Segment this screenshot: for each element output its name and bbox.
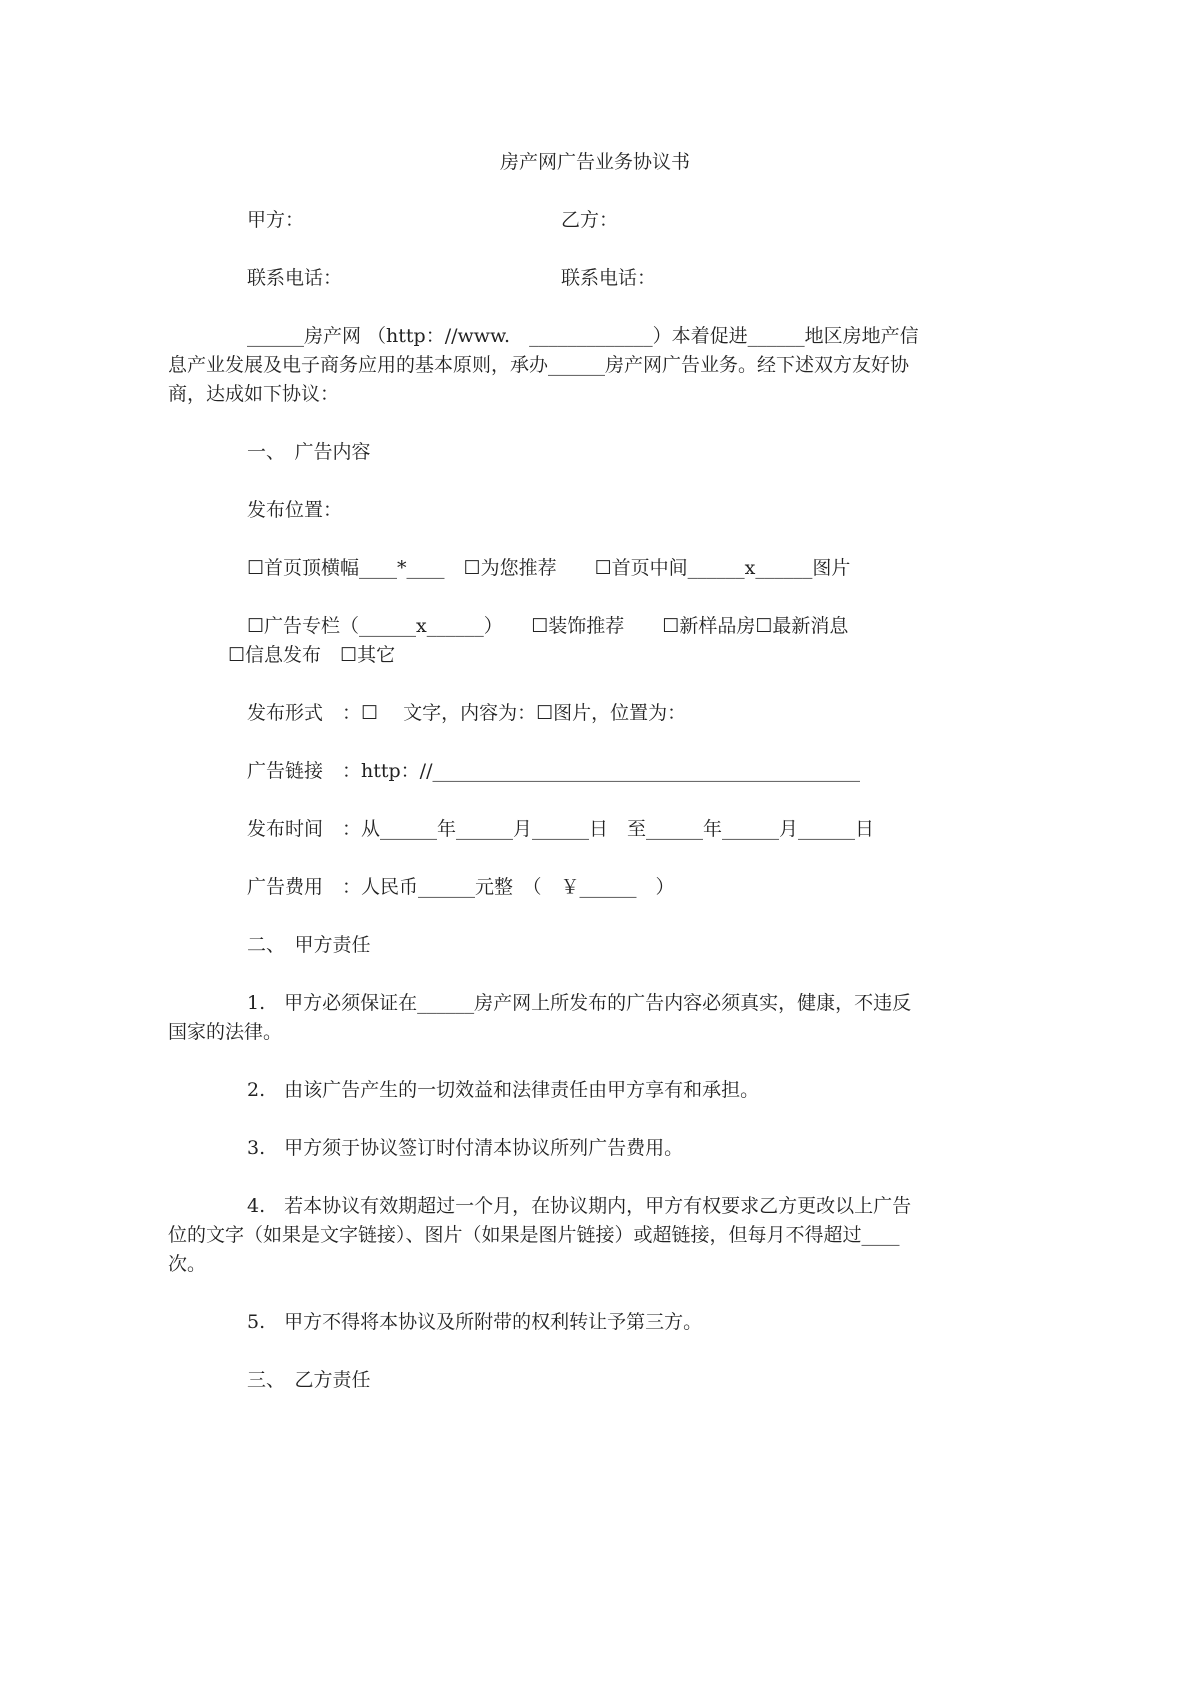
intro-line-2: 息产业发展及电子商务应用的基本原则，承办______房产网广告业务。经下述双方友好协	[168, 354, 910, 376]
party-a-item-4-line-3: 次。	[168, 1253, 207, 1275]
intro-line-3: 商，达成如下协议：	[168, 383, 340, 405]
party-a-item-4-line-1: 4. 若本协议有效期超过一个月，在协议期内，甲方有权要求乙方更改以上广告	[247, 1195, 912, 1217]
party-a-phone-label: 联系电话：	[247, 267, 343, 289]
party-a-item-3: 3. 甲方须于协议签订时付清本协议所列广告费用。	[247, 1137, 684, 1159]
section-3-heading: 三、 乙方责任	[247, 1369, 371, 1391]
party-a-item-1-line-1: 1. 甲方必须保证在______房产网上所发布的广告内容必须真实，健康，不违反	[247, 992, 912, 1014]
ad-fee-line: 广告费用 ：人民币______元整 （ ￥______ ）	[247, 876, 675, 898]
party-b-phone-label: 联系电话：	[561, 267, 657, 289]
position-options-row-1: ☐首页顶横幅____*____ ☐为您推荐 ☐首页中间______x______图片	[247, 557, 851, 579]
section-2-heading: 二、 甲方责任	[247, 934, 371, 956]
ad-link-line: 广告链接 ：http：//_____________________________________________	[247, 760, 860, 782]
section-1-heading: 一、 广告内容	[247, 441, 371, 463]
publish-time-line: 发布时间 ：从______年______月______日 至______年______月______日	[247, 818, 875, 840]
position-label: 发布位置：	[247, 499, 343, 521]
position-options-row-3: ☐信息发布 ☐其它	[228, 644, 396, 666]
intro-line-1: ______房产网 （http：//www. _____________）本着促进______地区房地产信	[247, 325, 919, 347]
party-a-item-5: 5. 甲方不得将本协议及所附带的权利转让予第三方。	[247, 1311, 703, 1333]
position-options-row-2: ☐广告专栏（______x______） ☐装饰推荐 ☐新样品房☐最新消息	[247, 615, 849, 637]
party-a-label: 甲方：	[247, 209, 305, 231]
publish-form-line: 发布形式 ：☐ 文字，内容为：☐图片，位置为：	[247, 702, 687, 724]
party-b-label: 乙方：	[561, 209, 619, 231]
party-a-item-2: 2. 由该广告产生的一切效益和法律责任由甲方享有和承担。	[247, 1079, 760, 1101]
party-a-item-1-line-2: 国家的法律。	[168, 1021, 283, 1043]
party-a-item-4-line-2: 位的文字（如果是文字链接）、图片（如果是图片链接）或超链接，但每月不得超过____	[168, 1224, 900, 1246]
document-title: 房产网广告业务协议书	[499, 151, 690, 173]
